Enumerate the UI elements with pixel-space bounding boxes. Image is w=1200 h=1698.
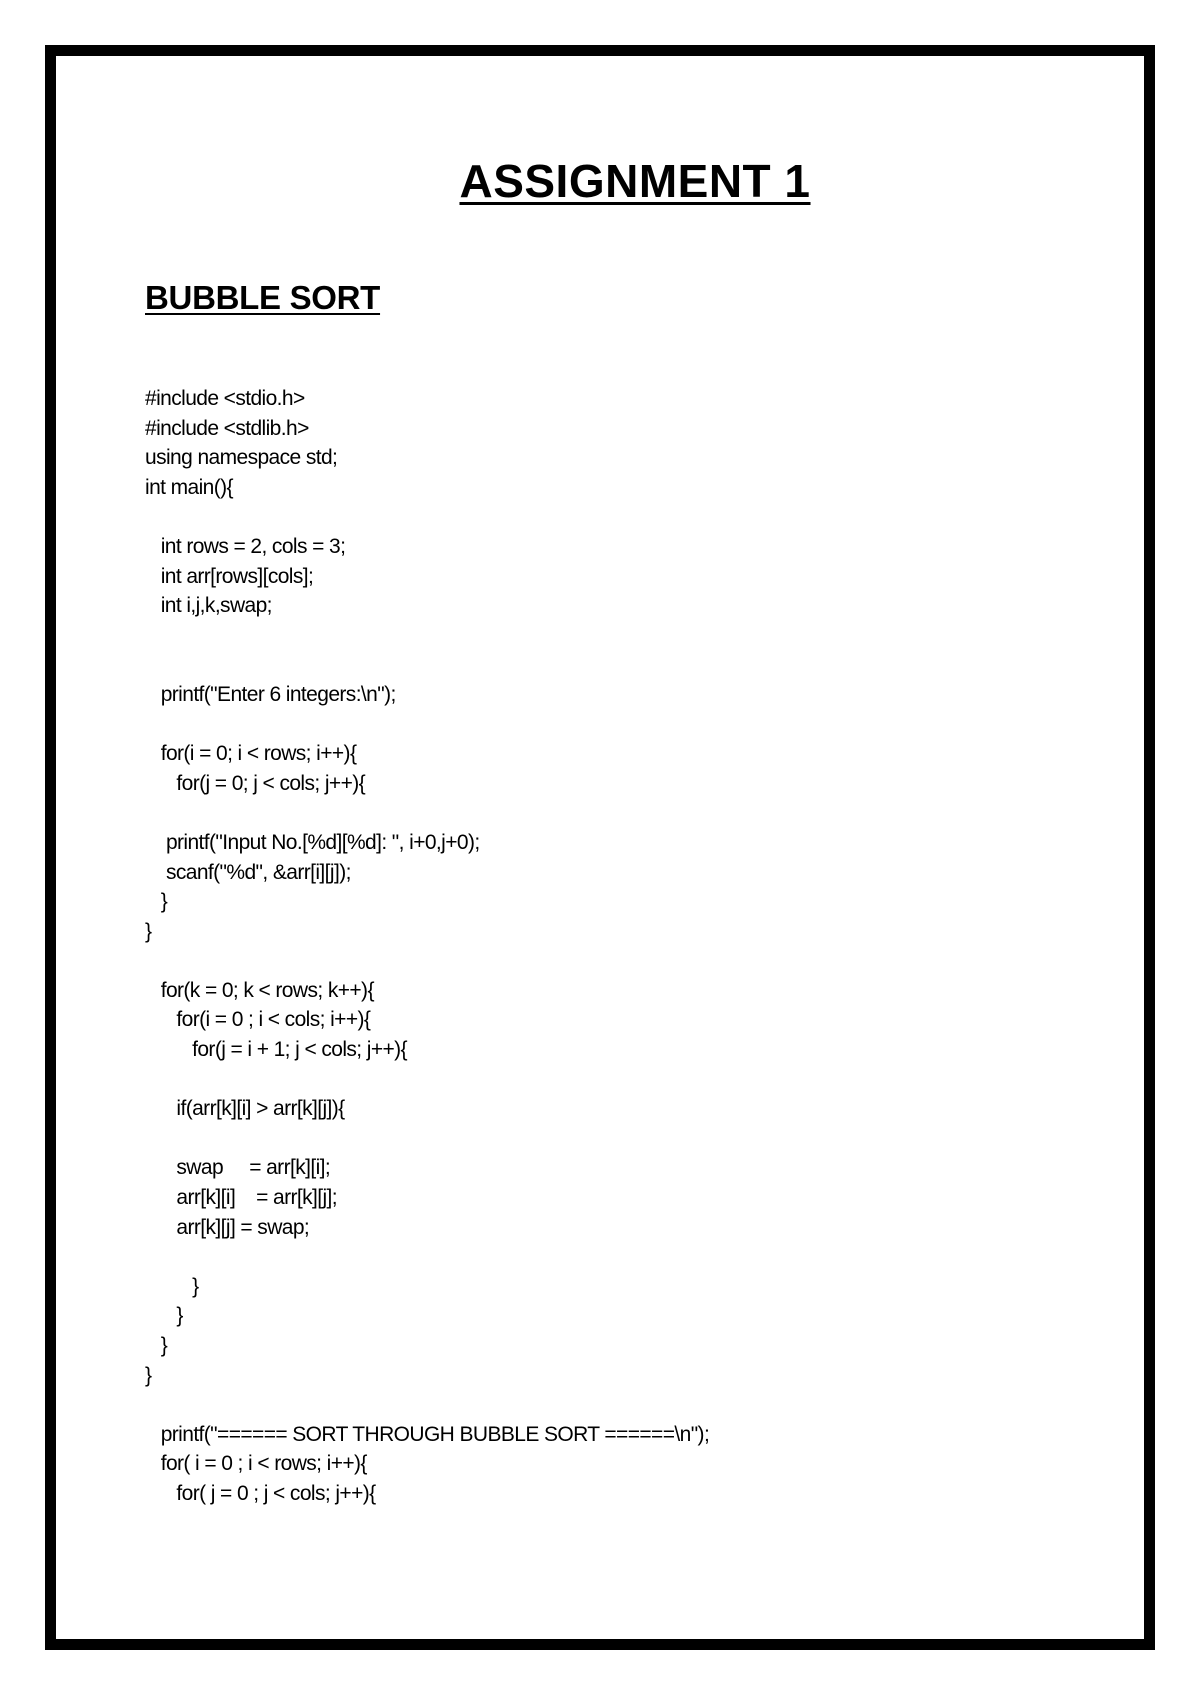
code-line: int arr[rows][cols]; bbox=[145, 564, 314, 588]
code-line bbox=[145, 798, 709, 828]
code-line bbox=[145, 650, 709, 680]
code-line: } bbox=[145, 1363, 152, 1387]
code-line: printf("====== SORT THROUGH BUBBLE SORT ======\n"); bbox=[145, 1422, 710, 1446]
code-line: } bbox=[145, 919, 152, 943]
code-listing bbox=[145, 384, 709, 1509]
section-heading: BUBBLE SORT bbox=[145, 279, 381, 316]
code-line: arr[k][i] = arr[k][j]; bbox=[145, 1186, 338, 1210]
code-line: for(i = 0; i < rows; i++){ bbox=[145, 742, 357, 766]
code-line: for( i = 0 ; i < rows; i++){ bbox=[145, 1452, 367, 1476]
code-line: } bbox=[145, 890, 168, 914]
assignment-title: ASSIGNMENT 1 bbox=[459, 155, 811, 207]
code-line: for(k = 0; k < rows; k++){ bbox=[145, 978, 374, 1002]
code-line: swap = arr[k][i]; bbox=[145, 1156, 331, 1180]
code-line: using namespace std; bbox=[145, 446, 338, 470]
code-line bbox=[145, 1124, 709, 1154]
code-line: if(arr[k][i] > arr[k][j]){ bbox=[145, 1097, 345, 1121]
code-line: scanf("%d", &arr[i][j]); bbox=[145, 860, 351, 884]
code-line: for(j = i + 1; j < cols; j++){ bbox=[145, 1038, 407, 1062]
code-line: for(j = 0; j < cols; j++){ bbox=[145, 771, 366, 795]
code-line: for( j = 0 ; j < cols; j++){ bbox=[145, 1481, 376, 1505]
code-line: } bbox=[145, 1274, 199, 1298]
code-line: #include <stdlib.h> bbox=[145, 416, 309, 440]
code-line bbox=[145, 502, 709, 532]
code-line: int rows = 2, cols = 3; bbox=[145, 534, 346, 558]
code-line bbox=[145, 1065, 709, 1095]
code-line: printf("Enter 6 integers:\n"); bbox=[145, 682, 396, 706]
code-line: printf("Input No.[%d][%d]: ", i+0,j+0); bbox=[145, 830, 480, 854]
code-line: #include <stdio.h> bbox=[145, 387, 305, 410]
code-line: int i,j,k,swap; bbox=[145, 594, 272, 618]
code-line bbox=[145, 621, 709, 651]
code-line: arr[k][j] = swap; bbox=[145, 1215, 310, 1239]
code-line: } bbox=[145, 1334, 168, 1357]
code-line: int main(){ bbox=[145, 475, 233, 499]
code-line bbox=[145, 1242, 709, 1272]
code-line bbox=[145, 946, 709, 976]
code-line: } bbox=[145, 1304, 183, 1328]
code-line: for(i = 0 ; i < cols; i++){ bbox=[145, 1008, 371, 1032]
code-line bbox=[145, 710, 709, 740]
code-line bbox=[145, 1390, 709, 1420]
